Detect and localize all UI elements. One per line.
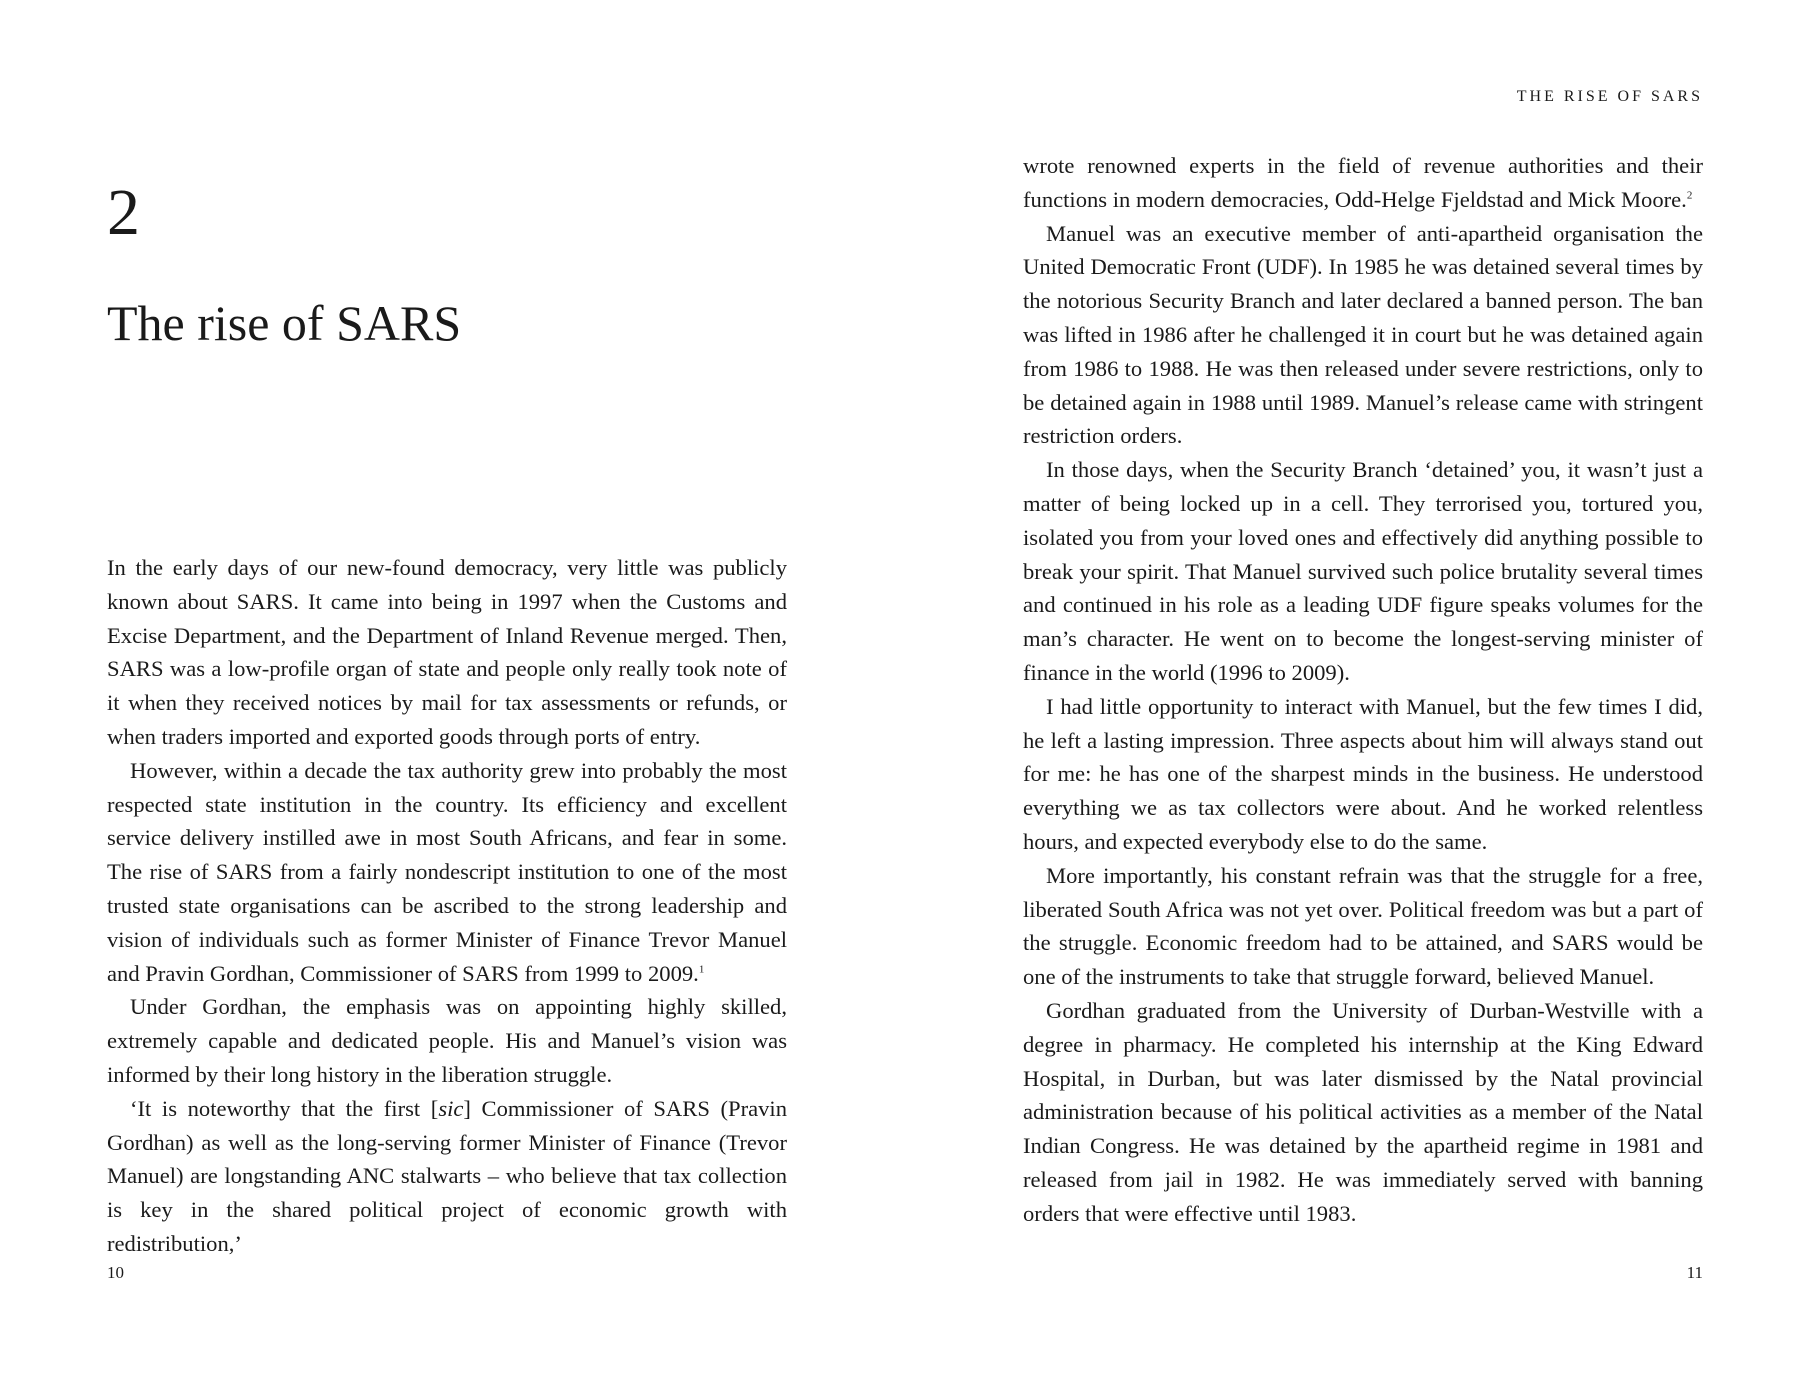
paragraph-text: ‘It is noteworthy that the first [: [130, 1095, 439, 1121]
italic-sic: sic: [438, 1095, 464, 1121]
paragraph: [1023, 453, 1703, 690]
paragraph: [1023, 690, 1703, 859]
paragraph-text: I had little opportunity to interact with Manuel, but the few times I did, he left a lasting impression. Three aspects about him will always stand out for me: he has one of the sharpest minds in the business. He understood everything we as tax collectors were about. And he worked relentless hours, and expected everybody else to do the same.: [1023, 693, 1703, 854]
paragraph-text: In the early days of our new-found democracy, very little was publicly known about SARS. It came into being in 1997 when the Customs and Excise Department, and the Department of Inland Revenue merged. Then, SARS was a low-profile organ of state and people only really took note of it when they received notices by mail for tax assessments or refunds, or when traders imported and exported goods through ports of entry.: [107, 555, 787, 749]
paragraph-text: However, within a decade the tax authority grew into probably the most respected state institution in the country. Its efficiency and excellent service delivery instilled awe in most South Africans, and fear in some. The rise of SARS from a fairly nondescript institution to one of the most trusted state organisations can be ascribed to the strong leadership and vision of individuals such as former Minister of Finance Trevor Manuel and Pravin Gordhan, Commissioner of SARS from 1999 to 2009.: [107, 757, 787, 986]
chapter-number: 2: [107, 176, 140, 249]
paragraph-text: Gordhan graduated from the University of Durban-Westville with a degree in pharmacy. He completed his internship at the King Edward Hospital, in Durban, but was later dismissed by the Natal provincial administration because of his political activities as a member of the Natal Indian Congress. He was detained by the apartheid regime in 1981 and released from jail in 1982. He was immediately served with banning orders that were effective until 1983.: [1023, 997, 1703, 1226]
paragraph: [107, 754, 787, 991]
running-head: THE RISE OF SARS: [1516, 88, 1703, 105]
left-page: [107, 0, 787, 1376]
paragraph-text: wrote renowned experts in the field of revenue authorities and their functions in modern democracies, Odd-Helge Fjeldstad and Mick Moore.: [1023, 153, 1703, 212]
paragraph: [1023, 217, 1703, 454]
paragraph-text: Under Gordhan, the emphasis was on appointing highly skilled, extremely capable and dedicated people. His and Manuel’s vision was informed by their long history in the liberation struggle.: [107, 994, 787, 1087]
left-body-text: [107, 551, 787, 1261]
paragraph: [107, 990, 787, 1091]
paragraph: [107, 1092, 787, 1261]
page-number: 11: [1686, 1263, 1703, 1282]
footnote-marker[interactable]: 1: [698, 963, 705, 976]
paragraph: [1023, 994, 1703, 1231]
paragraph-text: More importantly, his constant refrain was that the struggle for a free, liberated South Africa was not yet over. Political freedom was but a part of the struggle. Economic freedom had to be attained, and SARS would be one of the instruments to take that struggle forward, believed Manuel.: [1023, 862, 1703, 990]
paragraph: [1023, 149, 1703, 217]
footnote-marker[interactable]: 2: [1686, 189, 1693, 202]
paragraph: [107, 551, 787, 754]
paragraph-text: ] Commissioner of SARS (Pravin Gordhan) as well as the long-serving former Minister of Finance (Trevor Manuel) are longstanding ANC stalwarts – who believe that tax collection is key in the shared political project of economic growth with redistribution,’: [107, 1095, 787, 1256]
chapter-title: The rise of SARS: [107, 295, 462, 351]
paragraph: [1023, 859, 1703, 994]
right-page: [1023, 0, 1703, 1376]
paragraph-text: In those days, when the Security Branch ‘detained’ you, it wasn’t just a matter of being locked up in a cell. They terrorised you, tortured you, isolated you from your loved ones and effectively did anything possible to break your spirit. That Manuel survived such police brutality several times and continued in his role as a leading UDF figure speaks volumes for the man’s character. He went on to become the longest-serving minister of finance in the world (1996 to 2009).: [1023, 457, 1703, 685]
paragraph-text: Manuel was an executive member of anti-apartheid organisation the United Democratic Front (UDF). In 1985 he was detained several times by the notorious Security Branch and later declared a banned person. The ban was lifted in 1986 after he challenged it in court but he was detained again from 1986 to 1988. He was then released under severe restrictions, only to be detained again in 1988 until 1989. Manuel’s release came with stringent restriction orders.: [1023, 220, 1703, 449]
page-number: 10: [107, 1263, 124, 1282]
right-body-text: [1023, 149, 1703, 1231]
